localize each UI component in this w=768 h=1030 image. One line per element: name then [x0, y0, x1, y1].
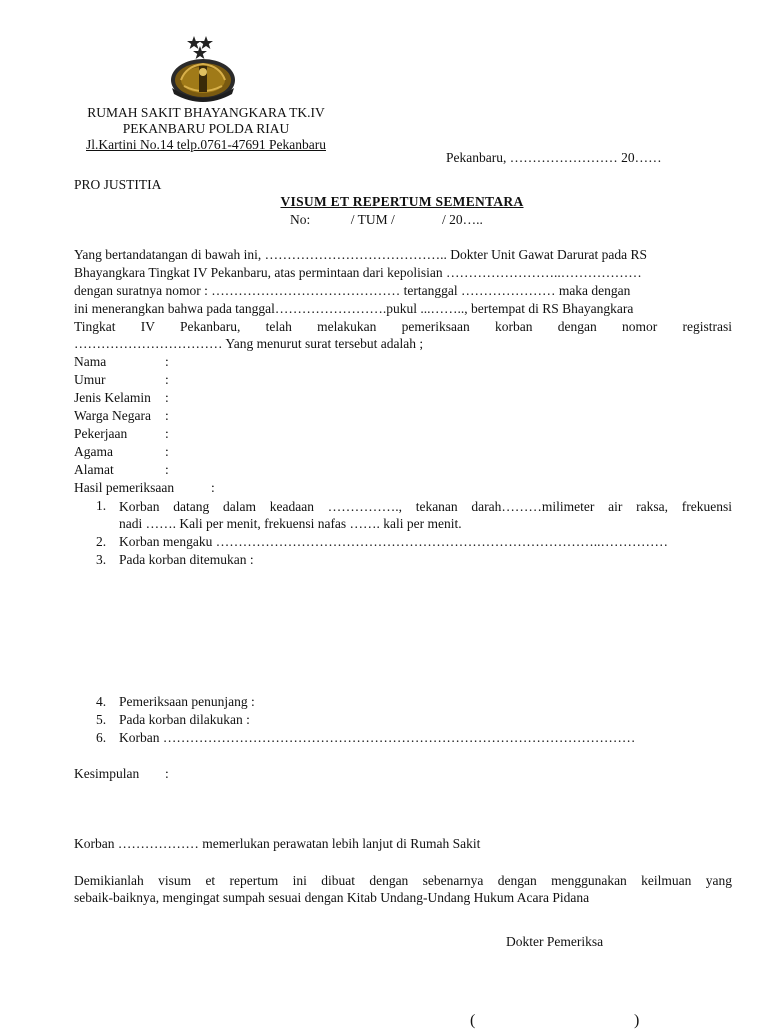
field-label-nama: Nama	[74, 354, 107, 369]
place-date: Pekanbaru, …………………… 20……	[446, 150, 662, 165]
field-colon: :	[165, 426, 169, 441]
field-label-agama: Agama	[74, 444, 113, 459]
intro-line-6: …………………………… Yang menurut surat tersebut adalah ;	[74, 336, 424, 351]
field-label-pekerjaan: Pekerjaan	[74, 426, 128, 441]
perawatan-statement: Korban ……………… memerlukan perawatan lebih lanjut di Rumah Sakit	[74, 836, 481, 851]
list-item-2: Korban mengaku …………………………………………………………………………..……………	[119, 534, 668, 549]
field-colon: :	[165, 408, 169, 423]
intro-line-1: Yang bertandatangan di bawah ini, ………………………………….. Dokter Unit Gawat Darurat pada RS	[74, 247, 648, 262]
signature-bracket-close: )	[634, 1012, 640, 1029]
pro-justitia: PRO JUSTITIA	[74, 177, 162, 192]
list-item-6: Korban ……………………………………………………………………………………………	[119, 730, 636, 745]
document-number: No: / TUM / / 20…..	[290, 212, 483, 227]
hospital-address: Jl.Kartini No.14 telp.0761-47691 Pekanbaru	[86, 137, 326, 152]
kesimpulan-colon: :	[165, 766, 169, 781]
field-label-umur: Umur	[74, 372, 106, 387]
field-colon: :	[165, 390, 169, 405]
signature-label: Dokter Pemeriksa	[506, 934, 604, 949]
intro-line-3: dengan suratnya nomor : …………………………………… tertanggal ………………… maka dengan	[74, 283, 631, 298]
list-item-4: Pemeriksaan penunjang :	[119, 694, 255, 709]
list-item-number: 4.	[96, 694, 107, 709]
hospital-region: PEKANBARU POLDA RIAU	[122, 121, 290, 136]
field-colon: :	[165, 462, 169, 477]
field-colon: :	[165, 354, 169, 369]
list-item-number: 3.	[96, 552, 107, 567]
hasil-colon: :	[211, 480, 215, 495]
field-colon: :	[165, 444, 169, 459]
field-label-jenis-kelamin: Jenis Kelamin	[74, 390, 151, 405]
intro-line-4: ini menerangkan bahwa pada tanggal…………………….pukul ...…….., bertempat di RS Bhayangkara	[74, 301, 634, 316]
list-item-number: 6.	[96, 730, 107, 745]
police-emblem-icon	[166, 36, 240, 104]
list-item-3: Pada korban ditemukan :	[119, 552, 254, 567]
kesimpulan-label: Kesimpulan	[74, 766, 140, 781]
list-item-1-line-2: nadi ……. Kali per menit, frekuensi nafas ……. kali per menit.	[119, 516, 462, 531]
list-item-1-line-1: Korban datang dalam keadaan ……………., tekanan darah………milimeter air raksa, frekuensi	[119, 499, 732, 514]
list-item-number: 1.	[96, 498, 107, 513]
hospital-name: RUMAH SAKIT BHAYANGKARA TK.IV	[87, 105, 325, 120]
list-item-number: 2.	[96, 534, 107, 549]
field-colon: :	[165, 372, 169, 387]
field-label-warga-negara: Warga Negara	[74, 408, 151, 423]
intro-line-2: Bhayangkara Tingkat IV Pekanbaru, atas permintaan dari kepolisian ……………………..………………	[74, 265, 642, 280]
list-item-5: Pada korban dilakukan :	[119, 712, 250, 727]
list-item-number: 5.	[96, 712, 107, 727]
intro-line-5: Tingkat IV Pekanbaru, telah melakukan pemeriksaan korban dengan nomor registrasi	[74, 319, 732, 334]
closing-line-1: Demikianlah visum et repertum ini dibuat dengan sebenarnya dengan menggunakan keilmuan yang	[74, 873, 732, 888]
hasil-label: Hasil pemeriksaan	[74, 480, 175, 495]
document-title: VISUM ET REPERTUM SEMENTARA	[280, 194, 524, 209]
signature-bracket-open: (	[470, 1012, 476, 1029]
closing-line-2: sebaik-baiknya, mengingat sumpah sesuai dengan Kitab Undang-Undang Hukum Acara Pidana	[74, 890, 590, 905]
field-label-alamat: Alamat	[74, 462, 114, 477]
